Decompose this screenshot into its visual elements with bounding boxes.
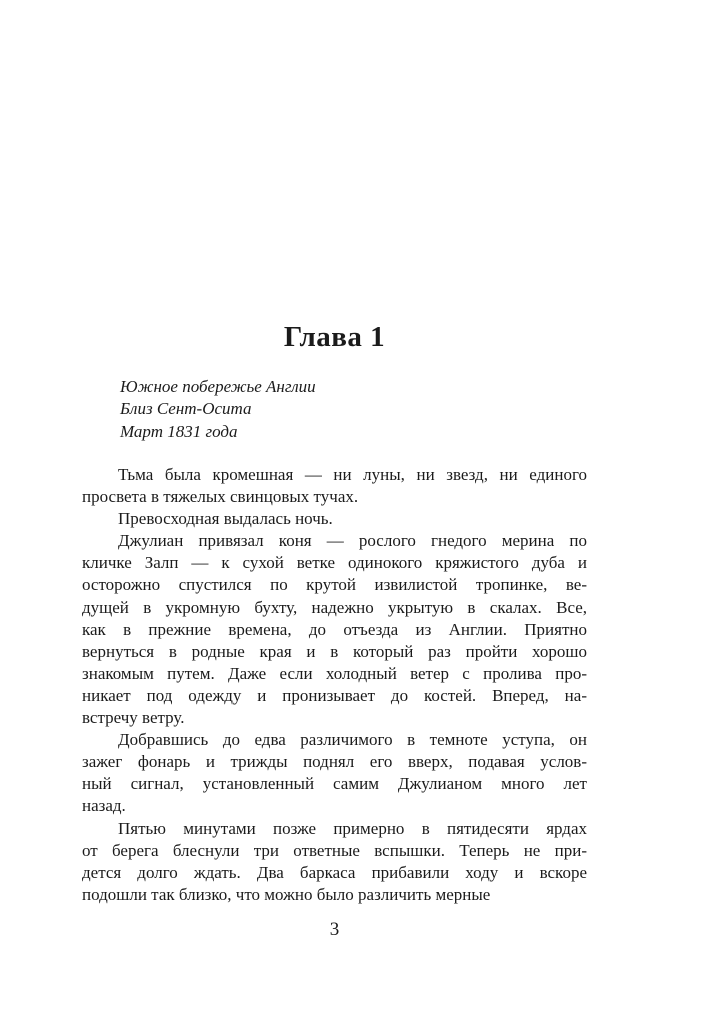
text-line: знакомым путем. Даже если холодный ветер с пролива про- — [82, 663, 587, 683]
text-line: просвета в тяжелых свинцовых тучах. — [82, 487, 359, 507]
text-line: никает под одежду и пронизывает до костей. Вперед, на- — [82, 685, 587, 705]
paragraph — [82, 464, 587, 508]
text-line: Тьма была кромешная — ни луны, ни звезд, ни единого — [118, 465, 587, 484]
text-line: Пятью минутами позже примерно в пятидесяти ярдах — [118, 818, 587, 838]
text-line: дущей в укромную бухту, надежно укрытую в скалах. Все, — [82, 597, 587, 617]
text-line: дется долго ждать. Два баркаса прибавили ходу и вскоре — [82, 862, 587, 882]
text-line: зажег фонарь и трижды поднял его вверх, подавая услов- — [82, 752, 587, 772]
paragraph — [82, 530, 587, 729]
text-line: кличке Залп — к сухой ветке одинокого кряжистого дуба и — [82, 553, 587, 573]
text-line: назад. — [82, 796, 126, 816]
text-line: ный сигнал, установленный самим Джулианом много лет — [82, 774, 587, 794]
paragraph — [82, 729, 587, 817]
text-line: встречу ветру. — [82, 708, 185, 728]
page-number: 3 — [329, 919, 340, 940]
text-line: как в прежние времена, до отъезда из Англии. Приятно — [82, 619, 587, 639]
text-line: вернуться в родные края и в который раз пройти хорошо — [82, 641, 587, 661]
text-line: подошли так близко, что можно было различить мерные — [82, 884, 491, 904]
text-line: осторожно спустился по крутой извилистой тропинке, ве- — [82, 575, 587, 595]
body-text — [82, 464, 587, 906]
epigraph — [120, 376, 550, 443]
paragraph — [82, 818, 587, 906]
text-line: Превосходная выдалась ночь. — [118, 509, 333, 529]
text-line: от берега блеснули три ответные вспышки. Теперь не при- — [82, 840, 587, 860]
paragraph — [82, 508, 587, 530]
chapter-title: Глава 1 — [283, 321, 386, 353]
epigraph-line: Южное побережье Англии — [120, 377, 316, 396]
epigraph-line: Близ Сент-Осита — [120, 399, 252, 419]
text-line: Добравшись до едва различимого в темноте уступа, он — [118, 730, 587, 750]
text-line: Джулиан привязал коня — рослого гнедого мерина по — [118, 531, 587, 551]
epigraph-line: Март 1831 года — [120, 421, 238, 441]
